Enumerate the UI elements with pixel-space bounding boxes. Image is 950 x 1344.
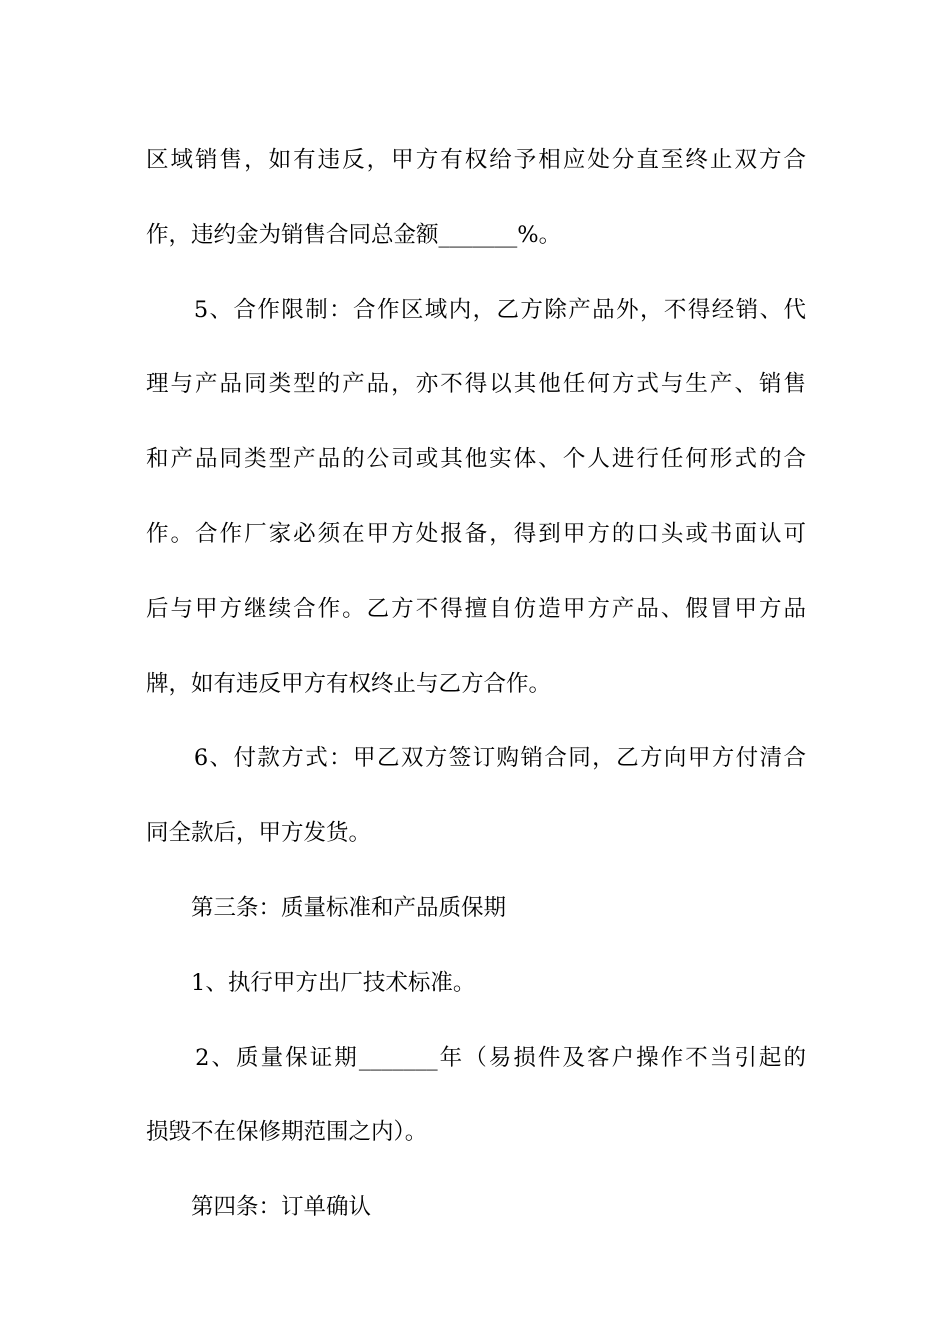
text-line: 牌，如有违反甲方有权终止与乙方合作。	[146, 670, 552, 697]
text-line: 1、执行甲方出厂技术标准。	[146, 969, 476, 996]
text-line: 同全款后，甲方发货。	[146, 820, 372, 847]
text-line: 区域销售，如有违反，甲方有权给予相应处分直至终止双方合	[146, 147, 806, 173]
document-body	[146, 123, 806, 1245]
text-line: 6、付款方式：甲乙双方签订购销合同，乙方向甲方付清合	[146, 745, 806, 772]
text-line: 作，违约金为销售合同总金额_______%。	[146, 221, 562, 248]
text-line: 理与产品同类型的产品，亦不得以其他任何方式与生产、销售	[146, 371, 806, 398]
text-line: 作。合作厂家必须在甲方处报备，得到甲方的口头或书面认可	[146, 520, 806, 547]
section-heading: 第三条：质量标准和产品质保期	[146, 894, 507, 921]
text-line: 5、合作限制：合作区域内，乙方除产品外，不得经销、代	[146, 296, 806, 323]
text-line: 损毁不在保修期范围之内）。	[146, 1119, 428, 1146]
text-line: 后与甲方继续合作。乙方不得擅自仿造甲方产品、假冒甲方品	[146, 595, 806, 622]
section-heading: 第四条：订单确认	[146, 1194, 372, 1221]
text-line: 和产品同类型产品的公司或其他实体、个人进行任何形式的合	[146, 446, 806, 473]
text-line: 2、质量保证期_______年（易损件及客户操作不当引起的	[146, 1044, 806, 1071]
